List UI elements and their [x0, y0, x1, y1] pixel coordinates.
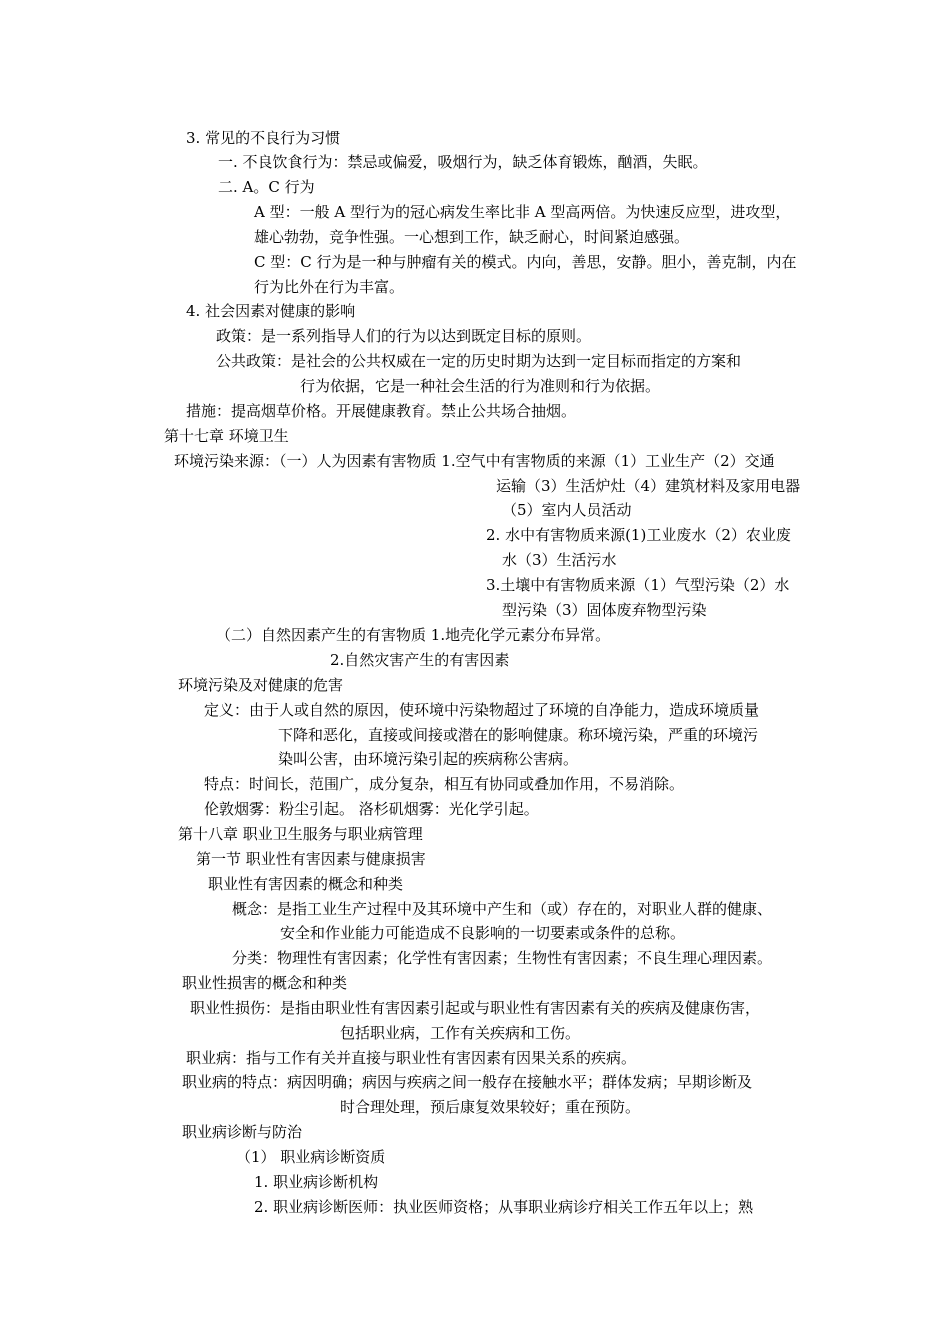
- text-line: 行为依据，它是一种社会生活的行为准则和行为依据。: [300, 377, 661, 395]
- text-line: 二. A。C 行为: [218, 178, 315, 196]
- text-line: 职业性损伤：是指由职业性有害因素引起或与职业性有害因素有关的疾病及健康伤害，: [190, 999, 761, 1017]
- text-line: 1. 职业病诊断机构: [254, 1173, 379, 1191]
- text-line: 分类：物理性有害因素；化学性有害因素；生物性有害因素；不良生理心理因素。: [232, 949, 773, 967]
- text-line: 包括职业病，工作有关疾病和工伤。: [340, 1024, 581, 1042]
- text-line: 定义：由于人或自然的原因，使环境中污染物超过了环境的自净能力，造成环境质量: [204, 701, 760, 719]
- text-line: A 型：一般 A 型行为的冠心病发生率比非 A 型高两倍。为快速反应型，进攻型，: [254, 203, 791, 221]
- text-line: （1） 职业病诊断资质: [236, 1148, 386, 1166]
- subsection-heading: 环境污染及对健康的危害: [178, 676, 344, 694]
- text-line: （5）室内人员活动: [502, 501, 632, 519]
- text-line: 3.土壤中有害物质来源（1）气型污染（2）水: [486, 576, 790, 594]
- text-line: 职业病的特点：病因明确；病因与疾病之间一般存在接触水平；群体发病；早期诊断及: [182, 1073, 753, 1091]
- text-line: 2.自然灾害产生的有害因素: [330, 651, 510, 669]
- text-line: 型污染（3）固体废弃物型污染: [502, 601, 707, 619]
- text-line: 水（3）生活污水: [502, 551, 617, 569]
- text-line: 伦敦烟雾：粉尘引起。 洛杉矶烟雾：光化学引起。: [204, 800, 539, 818]
- subsection-heading: 职业病诊断与防治: [182, 1123, 303, 1141]
- text-line: 4. 社会因素对健康的影响: [186, 302, 356, 320]
- text-line: 措施：提高烟草价格。开展健康教育。禁止公共场合抽烟。: [186, 402, 577, 420]
- text-line: 安全和作业能力可能造成不良影响的一切要素或条件的总称。: [280, 924, 686, 942]
- text-line: 时合理处理，预后康复效果较好；重在预防。: [340, 1098, 641, 1116]
- text-line: 下降和恶化，直接或间接或潜在的影响健康。称环境污染，严重的环境污: [278, 726, 759, 744]
- text-line: 环境污染来源：（一）人为因素有害物质 1.空气中有害物质的来源（1）工业生产（2）交通: [174, 452, 775, 470]
- subsection-heading: 职业性有害因素的概念和种类: [208, 875, 404, 893]
- text-line: C 型：C 行为是一种与肿瘤有关的模式。内向，善思，安静。胆小，善克制，内在: [254, 253, 797, 271]
- text-line: 职业病：指与工作有关并直接与职业性有害因素有因果关系的疾病。: [186, 1049, 637, 1067]
- text-line: 染叫公害，由环境污染引起的疾病称公害病。: [278, 750, 579, 768]
- text-line: 概念：是指工业生产过程中及其环境中产生和（或）存在的，对职业人群的健康、: [232, 900, 773, 918]
- text-line: 一. 不良饮食行为：禁忌或偏爱，吸烟行为，缺乏体育锻炼，酗酒，失眠。: [218, 153, 708, 171]
- text-line: 政策：是一系列指导人们的行为以达到既定目标的原则。: [216, 327, 592, 345]
- subsection-heading: 职业性损害的概念和种类: [182, 974, 348, 992]
- text-line: 2. 水中有害物质来源(1)工业废水（2）农业废: [486, 526, 791, 544]
- text-line: 公共政策：是社会的公共权威在一定的历史时期为达到一定目标而指定的方案和: [216, 352, 742, 370]
- text-line: （二）自然因素产生的有害物质 1.地壳化学元素分布异常。: [216, 626, 611, 644]
- text-line: 3. 常见的不良行为习惯: [186, 129, 341, 147]
- text-line: 2. 职业病诊断医师：执业医师资格；从事职业病诊疗相关工作五年以上；熟: [254, 1198, 754, 1216]
- section-heading: 第十八章 职业卫生服务与职业病管理: [178, 825, 423, 843]
- text-line: 雄心勃勃，竞争性强。一心想到工作，缺乏耐心，时间紧迫感强。: [254, 228, 690, 246]
- section-subheading: 第一节 职业性有害因素与健康损害: [196, 850, 426, 868]
- text-line: 行为比外在行为丰富。: [254, 278, 405, 296]
- section-heading: 第十七章 环境卫生: [164, 427, 289, 445]
- text-line: 特点：时间长，范围广，成分复杂，相互有协同或叠加作用，不易消除。: [204, 775, 685, 793]
- text-line: 运输（3）生活炉灶（4）建筑材料及家用电器: [496, 477, 801, 495]
